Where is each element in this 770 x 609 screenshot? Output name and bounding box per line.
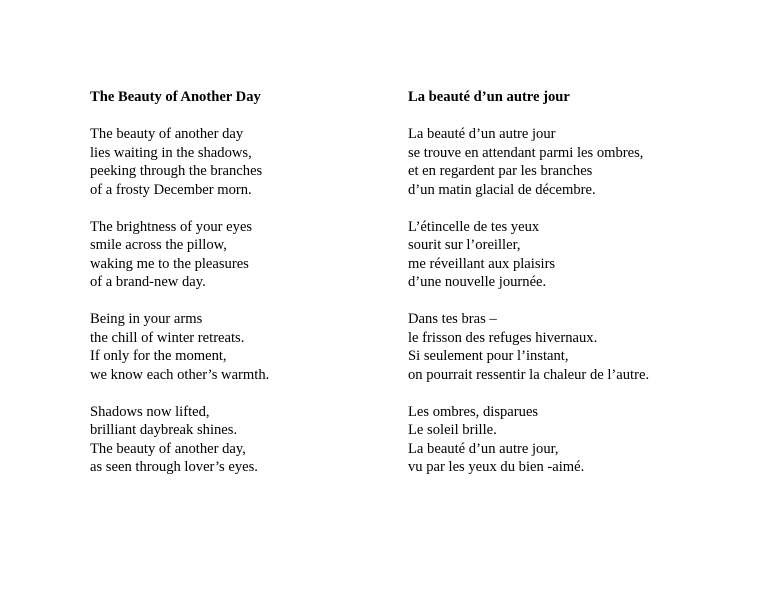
poem-line: the chill of winter retreats. bbox=[90, 329, 245, 346]
poem-line: lies waiting in the shadows, bbox=[90, 144, 252, 161]
french-stanza-1 bbox=[408, 125, 748, 199]
poem-line: et en regardent par les branches bbox=[408, 163, 593, 179]
poem-line: smile across the pillow, bbox=[90, 237, 227, 253]
poem-line: La beauté d’un autre jour bbox=[408, 126, 556, 142]
poem-line: on pourrait ressentir la chaleur de l’autre. bbox=[408, 366, 650, 383]
french-stanza-4 bbox=[408, 403, 748, 477]
english-stanza-4 bbox=[90, 403, 390, 477]
poem-line: sourit sur l’oreiller, bbox=[408, 237, 521, 253]
poem-line: The brightness of your eyes bbox=[90, 218, 253, 235]
poem-line: Le soleil brille. bbox=[408, 422, 497, 438]
poem-line: The beauty of another day, bbox=[90, 440, 246, 457]
poem-line: vu par les yeux du bien -aimé. bbox=[408, 459, 585, 475]
french-stanza-2 bbox=[408, 218, 748, 292]
poem-line: of a frosty December morn. bbox=[90, 181, 252, 198]
poem-line: Being in your arms bbox=[90, 311, 203, 327]
poem-line: Shadows now lifted, bbox=[90, 403, 210, 420]
poem-line: Dans tes bras – bbox=[408, 311, 497, 327]
poem-line: se trouve en attendant parmi les ombres, bbox=[408, 144, 644, 161]
poem-line: Les ombres, disparues bbox=[408, 403, 539, 420]
english-poem-title: The Beauty of Another Day bbox=[90, 89, 261, 105]
poem-line: If only for the moment, bbox=[90, 348, 227, 364]
english-poem bbox=[90, 88, 390, 495]
poem-line: me réveillant aux plaisirs bbox=[408, 255, 556, 272]
poem-line: d’un matin glacial de décembre. bbox=[408, 181, 596, 198]
poem-line: d’une nouvelle journée. bbox=[408, 274, 547, 290]
french-poem bbox=[408, 88, 748, 495]
poem-line: waking me to the pleasures bbox=[90, 255, 249, 272]
poem-line: brilliant daybreak shines. bbox=[90, 422, 238, 438]
poem-line: of a brand-new day. bbox=[90, 274, 206, 290]
poem-line: L’étincelle de tes yeux bbox=[408, 218, 540, 235]
english-stanza-2 bbox=[90, 218, 390, 292]
poem-line: le frisson des refuges hivernaux. bbox=[408, 329, 598, 346]
poem-line: peeking through the branches bbox=[90, 163, 263, 179]
french-poem-title: La beauté d’un autre jour bbox=[408, 89, 570, 105]
poem-line: The beauty of another day bbox=[90, 126, 244, 142]
french-stanza-3 bbox=[408, 310, 748, 384]
poem-line: we know each other’s warmth. bbox=[90, 366, 270, 383]
english-stanza-3 bbox=[90, 310, 390, 384]
poem-line: as seen through lover’s eyes. bbox=[90, 459, 258, 475]
english-stanza-1 bbox=[90, 125, 390, 199]
poem-line: La beauté d’un autre jour, bbox=[408, 440, 559, 457]
poem-line: Si seulement pour l’instant, bbox=[408, 348, 569, 364]
